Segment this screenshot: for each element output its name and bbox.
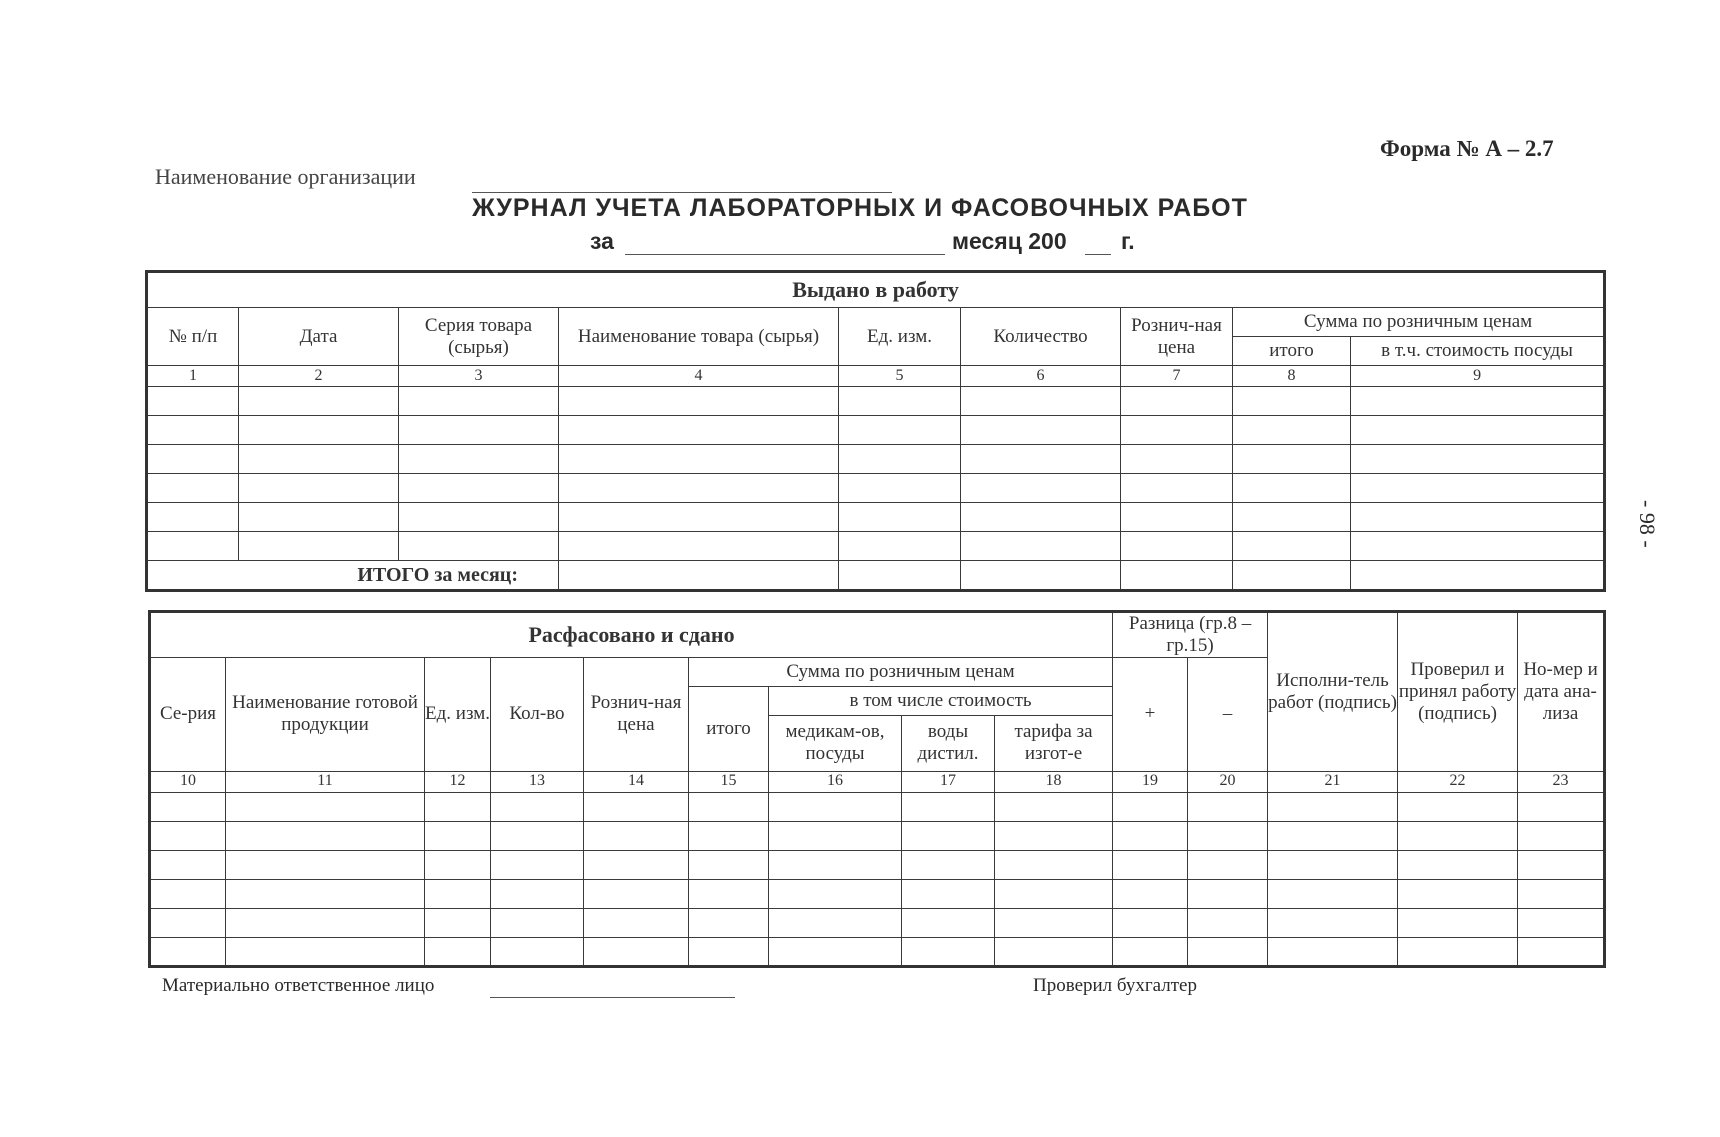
col-header-qty: Количество: [961, 308, 1121, 366]
cell[interactable]: [1121, 532, 1233, 561]
cell[interactable]: [584, 821, 689, 850]
cell[interactable]: [902, 908, 995, 937]
cell[interactable]: [769, 937, 902, 966]
responsible-person-field[interactable]: [490, 997, 735, 998]
cell[interactable]: [1351, 532, 1605, 561]
col-header-analysis: Но-мер и дата ана-лиза: [1518, 612, 1605, 772]
col-number: 16: [769, 771, 902, 792]
cell[interactable]: [584, 879, 689, 908]
col-number: 23: [1518, 771, 1605, 792]
cell[interactable]: [226, 792, 425, 821]
cell[interactable]: [584, 792, 689, 821]
cell[interactable]: [1398, 821, 1518, 850]
cell[interactable]: [769, 879, 902, 908]
cell[interactable]: [839, 503, 961, 532]
cell[interactable]: [559, 445, 839, 474]
cell[interactable]: [1351, 387, 1605, 416]
col-number: 20: [1188, 771, 1268, 792]
cell[interactable]: [1188, 937, 1268, 966]
cell[interactable]: [425, 937, 491, 966]
col-number: 9: [1351, 366, 1605, 387]
cell[interactable]: [1233, 416, 1351, 445]
cell[interactable]: [839, 387, 961, 416]
cell[interactable]: [839, 474, 961, 503]
cell[interactable]: [491, 879, 584, 908]
page-number: - 98 -: [1635, 500, 1660, 548]
col-header-minus: –: [1188, 657, 1268, 771]
cell[interactable]: [1188, 850, 1268, 879]
col-number: 12: [425, 771, 491, 792]
col-number: 2: [239, 366, 399, 387]
table-row: [150, 908, 1605, 937]
cell[interactable]: [226, 879, 425, 908]
cell[interactable]: [1233, 503, 1351, 532]
document-title: ЖУРНАЛ УЧЕТА ЛАБОРАТОРНЫХ И ФАСОВОЧНЫХ РАБОТ: [472, 194, 1248, 222]
col-number: 14: [584, 771, 689, 792]
col-header-incl-cost: в том числе стоимость: [769, 686, 1113, 715]
cell[interactable]: [995, 792, 1113, 821]
packed-section-title: Расфасовано и сдано: [150, 612, 1113, 658]
cell[interactable]: [769, 792, 902, 821]
cell[interactable]: [147, 474, 239, 503]
cell[interactable]: [584, 850, 689, 879]
cell[interactable]: [689, 850, 769, 879]
cell[interactable]: [839, 532, 961, 561]
cell[interactable]: [1233, 387, 1351, 416]
col-header-diff: Разница (гр.8 – гр.15): [1113, 612, 1268, 658]
col-number: 18: [995, 771, 1113, 792]
col-header-sum-total: итого: [1233, 337, 1351, 366]
col-header-plus: +: [1113, 657, 1188, 771]
cell[interactable]: [399, 503, 559, 532]
cell[interactable]: [689, 821, 769, 850]
col-header-series: Се-рия: [150, 657, 226, 771]
table-row: [147, 416, 1605, 445]
col-number: 15: [689, 771, 769, 792]
packed-table: [148, 610, 1606, 968]
cell[interactable]: [689, 879, 769, 908]
cell[interactable]: [961, 503, 1121, 532]
col-number: 21: [1268, 771, 1398, 792]
cell[interactable]: [150, 879, 226, 908]
cell[interactable]: [239, 445, 399, 474]
organization-label: Наименование организации: [155, 164, 416, 189]
cell[interactable]: [239, 387, 399, 416]
cell[interactable]: [425, 821, 491, 850]
table-row: [147, 474, 1605, 503]
col-number: 3: [399, 366, 559, 387]
cell[interactable]: [1121, 561, 1233, 591]
cell[interactable]: [425, 879, 491, 908]
cell[interactable]: [239, 474, 399, 503]
cell[interactable]: [1233, 532, 1351, 561]
cell[interactable]: [399, 416, 559, 445]
total-label: ИТОГО за месяц:: [147, 561, 559, 591]
col-header-sum-group: Сумма по розничным ценам: [689, 657, 1113, 686]
col-header-sum-group: Сумма по розничным ценам: [1233, 308, 1605, 337]
cell[interactable]: [995, 879, 1113, 908]
cell[interactable]: [147, 387, 239, 416]
cell[interactable]: [150, 850, 226, 879]
form-number: Форма № А – 2.7: [1380, 136, 1554, 161]
subtitle-month: месяц 200: [952, 228, 1067, 254]
cell[interactable]: [399, 474, 559, 503]
cell[interactable]: [399, 445, 559, 474]
cell[interactable]: [995, 850, 1113, 879]
cell[interactable]: [147, 532, 239, 561]
col-header-water: воды дистил.: [902, 715, 995, 771]
cell[interactable]: [150, 792, 226, 821]
col-number: 10: [150, 771, 226, 792]
cell[interactable]: [226, 908, 425, 937]
col-number: 13: [491, 771, 584, 792]
cell[interactable]: [491, 821, 584, 850]
cell[interactable]: [425, 792, 491, 821]
cell[interactable]: [491, 850, 584, 879]
cell[interactable]: [1268, 879, 1398, 908]
cell[interactable]: [147, 503, 239, 532]
cell[interactable]: [839, 561, 961, 591]
cell[interactable]: [1398, 937, 1518, 966]
cell[interactable]: [961, 445, 1121, 474]
cell[interactable]: [584, 937, 689, 966]
col-header-sum-total: итого: [689, 686, 769, 771]
cell[interactable]: [1113, 850, 1188, 879]
cell[interactable]: [425, 908, 491, 937]
table-row: [150, 879, 1605, 908]
cell[interactable]: [961, 474, 1121, 503]
cell[interactable]: [1121, 445, 1233, 474]
table-row: [147, 445, 1605, 474]
table-row: [150, 821, 1605, 850]
cell[interactable]: [839, 445, 961, 474]
col-number: 17: [902, 771, 995, 792]
cell[interactable]: [902, 937, 995, 966]
cell[interactable]: [1518, 792, 1605, 821]
cell[interactable]: [1398, 792, 1518, 821]
col-number: 4: [559, 366, 839, 387]
col-header-unit: Ед. изм.: [839, 308, 961, 366]
col-header-qty: Кол-во: [491, 657, 584, 771]
cell[interactable]: [1518, 908, 1605, 937]
cell[interactable]: [1233, 445, 1351, 474]
cell[interactable]: [399, 387, 559, 416]
cell[interactable]: [769, 821, 902, 850]
cell[interactable]: [689, 792, 769, 821]
cell[interactable]: [1268, 908, 1398, 937]
cell[interactable]: [1121, 387, 1233, 416]
col-header-name: Наименование готовой продукции: [226, 657, 425, 771]
cell[interactable]: [689, 908, 769, 937]
accountant-label: Проверил бухгалтер: [1033, 975, 1197, 996]
cell[interactable]: [1121, 416, 1233, 445]
col-header-series: Серия товара (сырья): [399, 308, 559, 366]
cell[interactable]: [1518, 850, 1605, 879]
cell[interactable]: [559, 532, 839, 561]
cell[interactable]: [1113, 908, 1188, 937]
cell[interactable]: [1121, 474, 1233, 503]
table-row: [147, 387, 1605, 416]
cell[interactable]: [1351, 445, 1605, 474]
cell[interactable]: [961, 561, 1121, 591]
cell[interactable]: [1518, 937, 1605, 966]
cell[interactable]: [689, 937, 769, 966]
cell[interactable]: [961, 416, 1121, 445]
col-number: 22: [1398, 771, 1518, 792]
cell[interactable]: [1351, 416, 1605, 445]
cell[interactable]: [1518, 879, 1605, 908]
subtitle-za: за: [590, 228, 614, 254]
cell[interactable]: [491, 908, 584, 937]
cell[interactable]: [491, 792, 584, 821]
cell[interactable]: [1121, 503, 1233, 532]
col-header-meds: медикам-ов, посуды: [769, 715, 902, 771]
table-row: [150, 937, 1605, 966]
cell[interactable]: [425, 850, 491, 879]
col-header-checked: Проверил и принял работу (подпись): [1398, 612, 1518, 772]
cell[interactable]: [902, 821, 995, 850]
cell[interactable]: [239, 416, 399, 445]
cell[interactable]: [1113, 937, 1188, 966]
cell[interactable]: [491, 937, 584, 966]
cell[interactable]: [1113, 792, 1188, 821]
cell[interactable]: [559, 474, 839, 503]
subtitle-year: г.: [1121, 228, 1135, 254]
table-row: [147, 532, 1605, 561]
col-number: 6: [961, 366, 1121, 387]
cell[interactable]: [995, 937, 1113, 966]
cell[interactable]: [1398, 908, 1518, 937]
col-header-num: № п/п: [147, 308, 239, 366]
cell[interactable]: [150, 908, 226, 937]
month-field[interactable]: [625, 254, 945, 255]
cell[interactable]: [150, 821, 226, 850]
col-header-date: Дата: [239, 308, 399, 366]
col-header-tariff: тарифа за изгот-е: [995, 715, 1113, 771]
col-number: 1: [147, 366, 239, 387]
col-number: 7: [1121, 366, 1233, 387]
cell[interactable]: [1351, 561, 1605, 591]
organization-name-field[interactable]: [472, 192, 892, 193]
table-row: [150, 850, 1605, 879]
cell[interactable]: [1188, 792, 1268, 821]
cell[interactable]: [226, 821, 425, 850]
cell[interactable]: [150, 937, 226, 966]
cell[interactable]: [1351, 474, 1605, 503]
cell[interactable]: [1233, 474, 1351, 503]
cell[interactable]: [239, 532, 399, 561]
cell[interactable]: [961, 532, 1121, 561]
table-row: [147, 503, 1605, 532]
cell[interactable]: [1188, 879, 1268, 908]
cell[interactable]: [1268, 937, 1398, 966]
col-number: 11: [226, 771, 425, 792]
cell[interactable]: [559, 416, 839, 445]
responsible-person-label: Материально ответственное лицо: [162, 975, 435, 996]
col-number: 19: [1113, 771, 1188, 792]
cell[interactable]: [1113, 879, 1188, 908]
cell[interactable]: [1188, 908, 1268, 937]
cell[interactable]: [1268, 792, 1398, 821]
cell[interactable]: [839, 416, 961, 445]
issued-section-title: Выдано в работу: [147, 272, 1605, 308]
cell[interactable]: [399, 532, 559, 561]
col-header-name: Наименование товара (сырья): [559, 308, 839, 366]
col-number: 8: [1233, 366, 1351, 387]
cell[interactable]: [559, 387, 839, 416]
cell[interactable]: [961, 387, 1121, 416]
total-row: [147, 561, 1605, 591]
cell[interactable]: [902, 850, 995, 879]
col-header-sum-dishes: в т.ч. стоимость посуды: [1351, 337, 1605, 366]
cell[interactable]: [995, 821, 1113, 850]
col-header-price: Рознич-ная цена: [584, 657, 689, 771]
cell[interactable]: [559, 503, 839, 532]
cell[interactable]: [1398, 879, 1518, 908]
cell[interactable]: [584, 908, 689, 937]
cell[interactable]: [1233, 561, 1351, 591]
cell[interactable]: [1113, 821, 1188, 850]
table-row: [150, 792, 1605, 821]
cell[interactable]: [769, 908, 902, 937]
cell[interactable]: [559, 561, 839, 591]
col-header-unit: Ед. изм.: [425, 657, 491, 771]
cell[interactable]: [995, 908, 1113, 937]
col-number: 5: [839, 366, 961, 387]
cell[interactable]: [147, 445, 239, 474]
col-header-price: Рознич-ная цена: [1121, 308, 1233, 366]
cell[interactable]: [1268, 821, 1398, 850]
cell[interactable]: [1351, 503, 1605, 532]
cell[interactable]: [769, 850, 902, 879]
year-field[interactable]: [1085, 254, 1111, 255]
cell[interactable]: [226, 937, 425, 966]
cell[interactable]: [902, 792, 995, 821]
cell[interactable]: [239, 503, 399, 532]
cell[interactable]: [1398, 850, 1518, 879]
issued-table: [145, 270, 1606, 592]
cell[interactable]: [1188, 821, 1268, 850]
cell[interactable]: [902, 879, 995, 908]
cell[interactable]: [1518, 821, 1605, 850]
col-header-executor: Исполни-тель работ (подпись): [1268, 612, 1398, 772]
cell[interactable]: [1268, 850, 1398, 879]
cell[interactable]: [147, 416, 239, 445]
cell[interactable]: [226, 850, 425, 879]
